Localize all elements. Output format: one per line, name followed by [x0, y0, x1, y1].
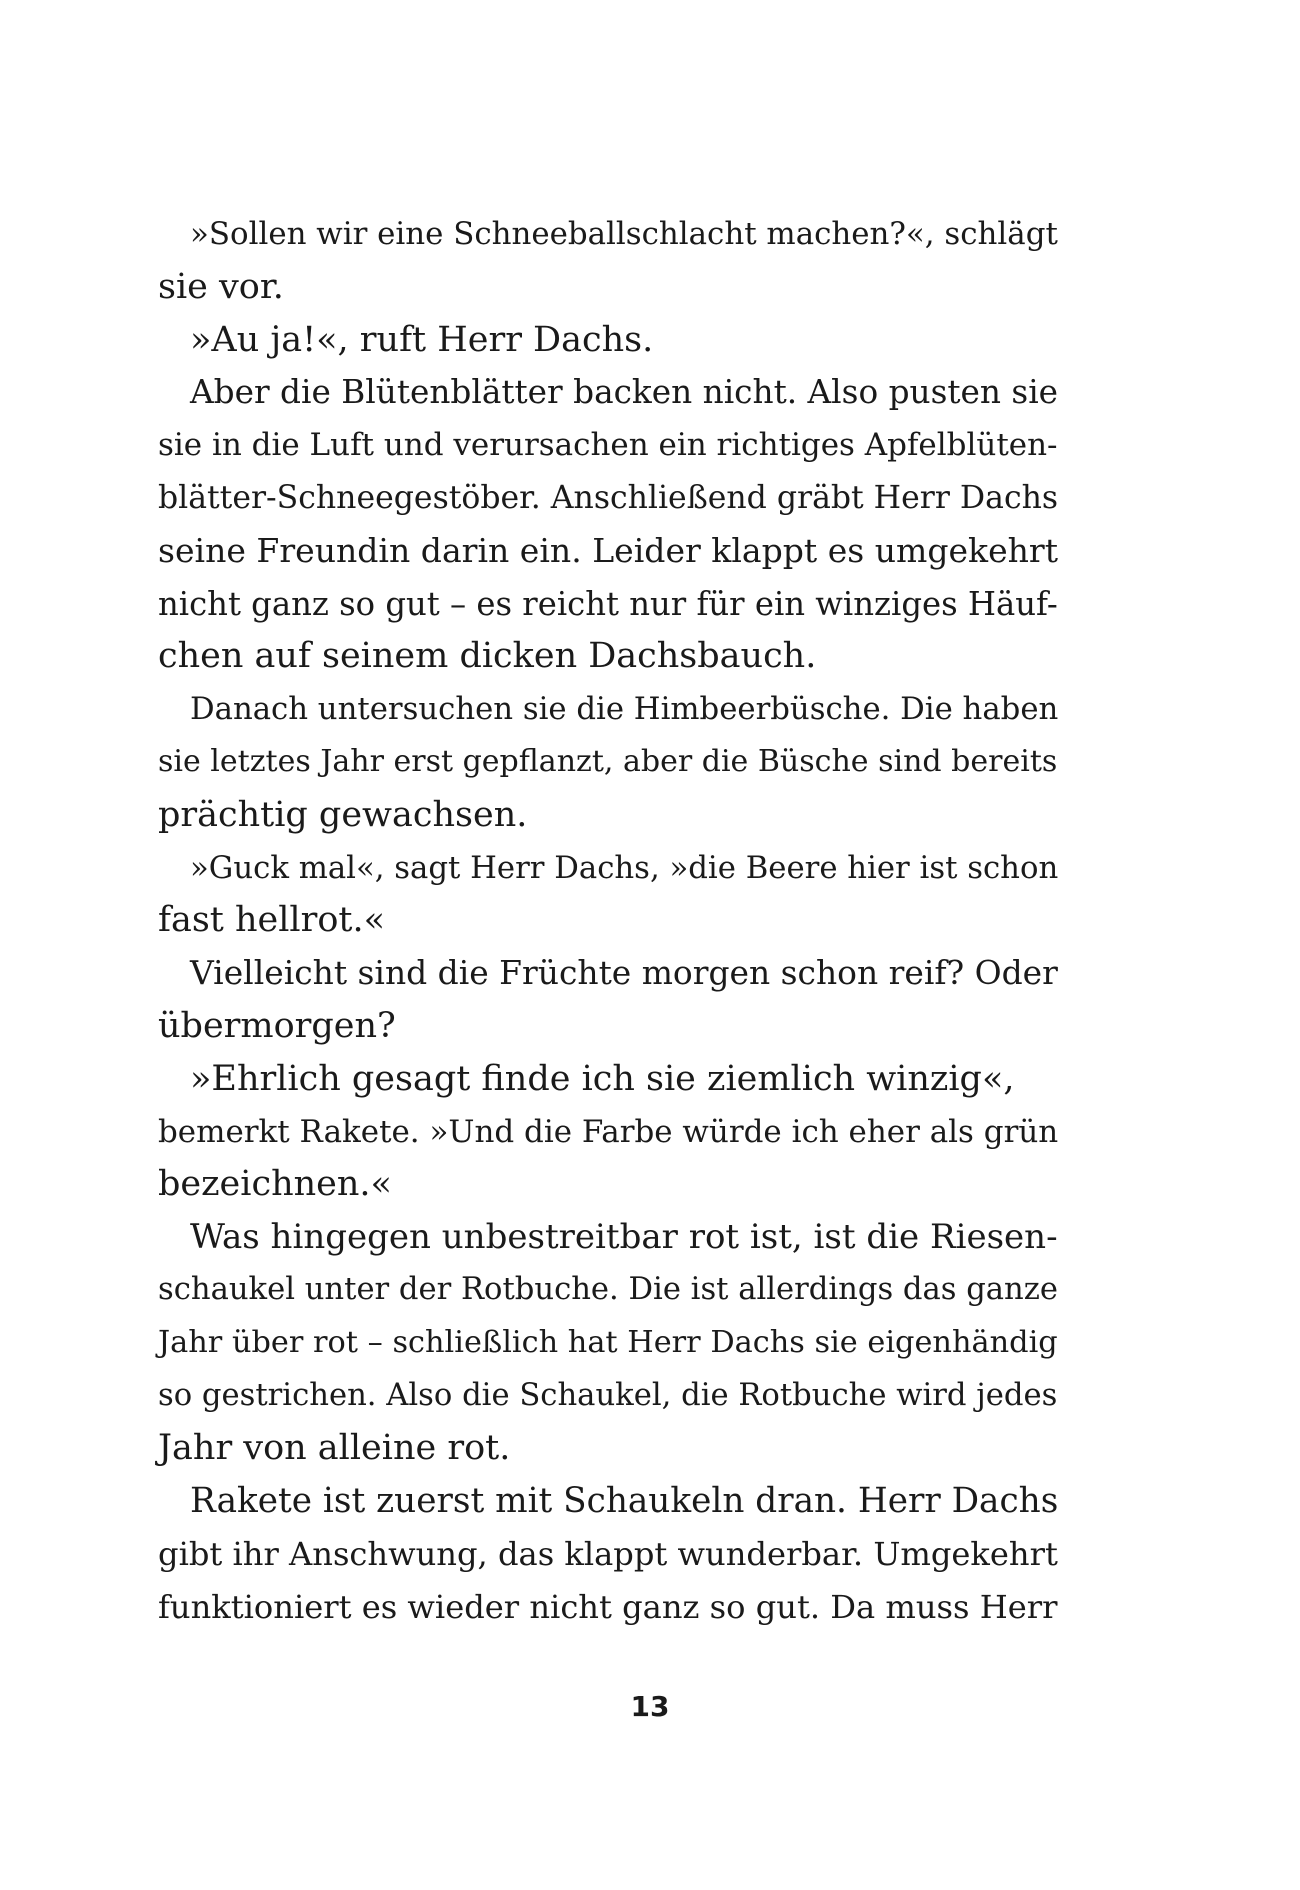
- text-line: übermorgen?: [158, 1005, 396, 1046]
- text-line: Jahr über rot – schließlich hat Herr Dachs sie eigenhändig: [158, 1324, 1058, 1360]
- text-line: »Guck mal«, sagt Herr Dachs, »die Beere hier ist schon: [190, 849, 1059, 886]
- text-line: Aber die Blütenblätter backen nicht. Also pusten sie: [190, 373, 1059, 412]
- text-line: Rakete ist zuerst mit Schaukeln dran. Herr Dachs: [190, 1481, 1059, 1522]
- text-line: sie vor.: [158, 266, 284, 307]
- text-line: »Au ja!«, ruft Herr Dachs.: [190, 319, 654, 360]
- text-line: sie letztes Jahr erst gepflanzt, aber die Büsche sind bereits: [158, 743, 1058, 779]
- text-line: schaukel unter der Rotbuche. Die ist allerdings das ganze: [158, 1271, 1058, 1307]
- text-line: funktioniert es wieder nicht ganz so gut. Da muss Herr: [158, 1587, 1058, 1626]
- text-line: so gestrichen. Also die Schaukel, die Rotbuche wird jedes: [158, 1377, 1058, 1413]
- text-line: prächtig gewachsen.: [158, 794, 528, 835]
- text-line: bemerkt Rakete. »Und die Farbe würde ich eher als grün: [158, 1113, 1059, 1150]
- text-line: Was hingegen unbestreitbar rot ist, ist die Riesen-: [190, 1217, 1058, 1258]
- text-line: blätter-Schneegestöber. Anschließend gräbt Herr Dachs: [158, 479, 1059, 516]
- text-line: fast hellrot.«: [158, 900, 386, 941]
- text-line: »Ehrlich gesagt finde ich sie ziemlich winzig«,: [190, 1058, 1015, 1099]
- text-line: Danach untersuchen sie die Himbeerbüsche. Die haben: [190, 691, 1059, 728]
- body-text: [158, 208, 1078, 1634]
- text-line: sie in die Luft und verursachen ein richtiges Apfelblüten-: [158, 427, 1058, 464]
- page-number: 13: [630, 1690, 670, 1723]
- text-line: Vielleicht sind die Früchte morgen schon reif? Oder: [190, 953, 1058, 993]
- text-line: bezeichnen.«: [158, 1164, 392, 1205]
- text-line: Jahr von alleine rot.: [158, 1428, 511, 1469]
- text-line: chen auf seinem dicken Dachsbauch.: [158, 636, 817, 677]
- text-line: nicht ganz so gut – es reicht nur für ein winziges Häuf-: [158, 584, 1058, 623]
- text-line: seine Freundin darin ein. Leider klappt es umgekehrt: [158, 530, 1058, 570]
- text-line: gibt ihr Anschwung, das klappt wunderbar. Umgekehrt: [158, 1534, 1058, 1573]
- text-line: »Sollen wir eine Schneeballschlacht machen?«, schlägt: [190, 216, 1058, 252]
